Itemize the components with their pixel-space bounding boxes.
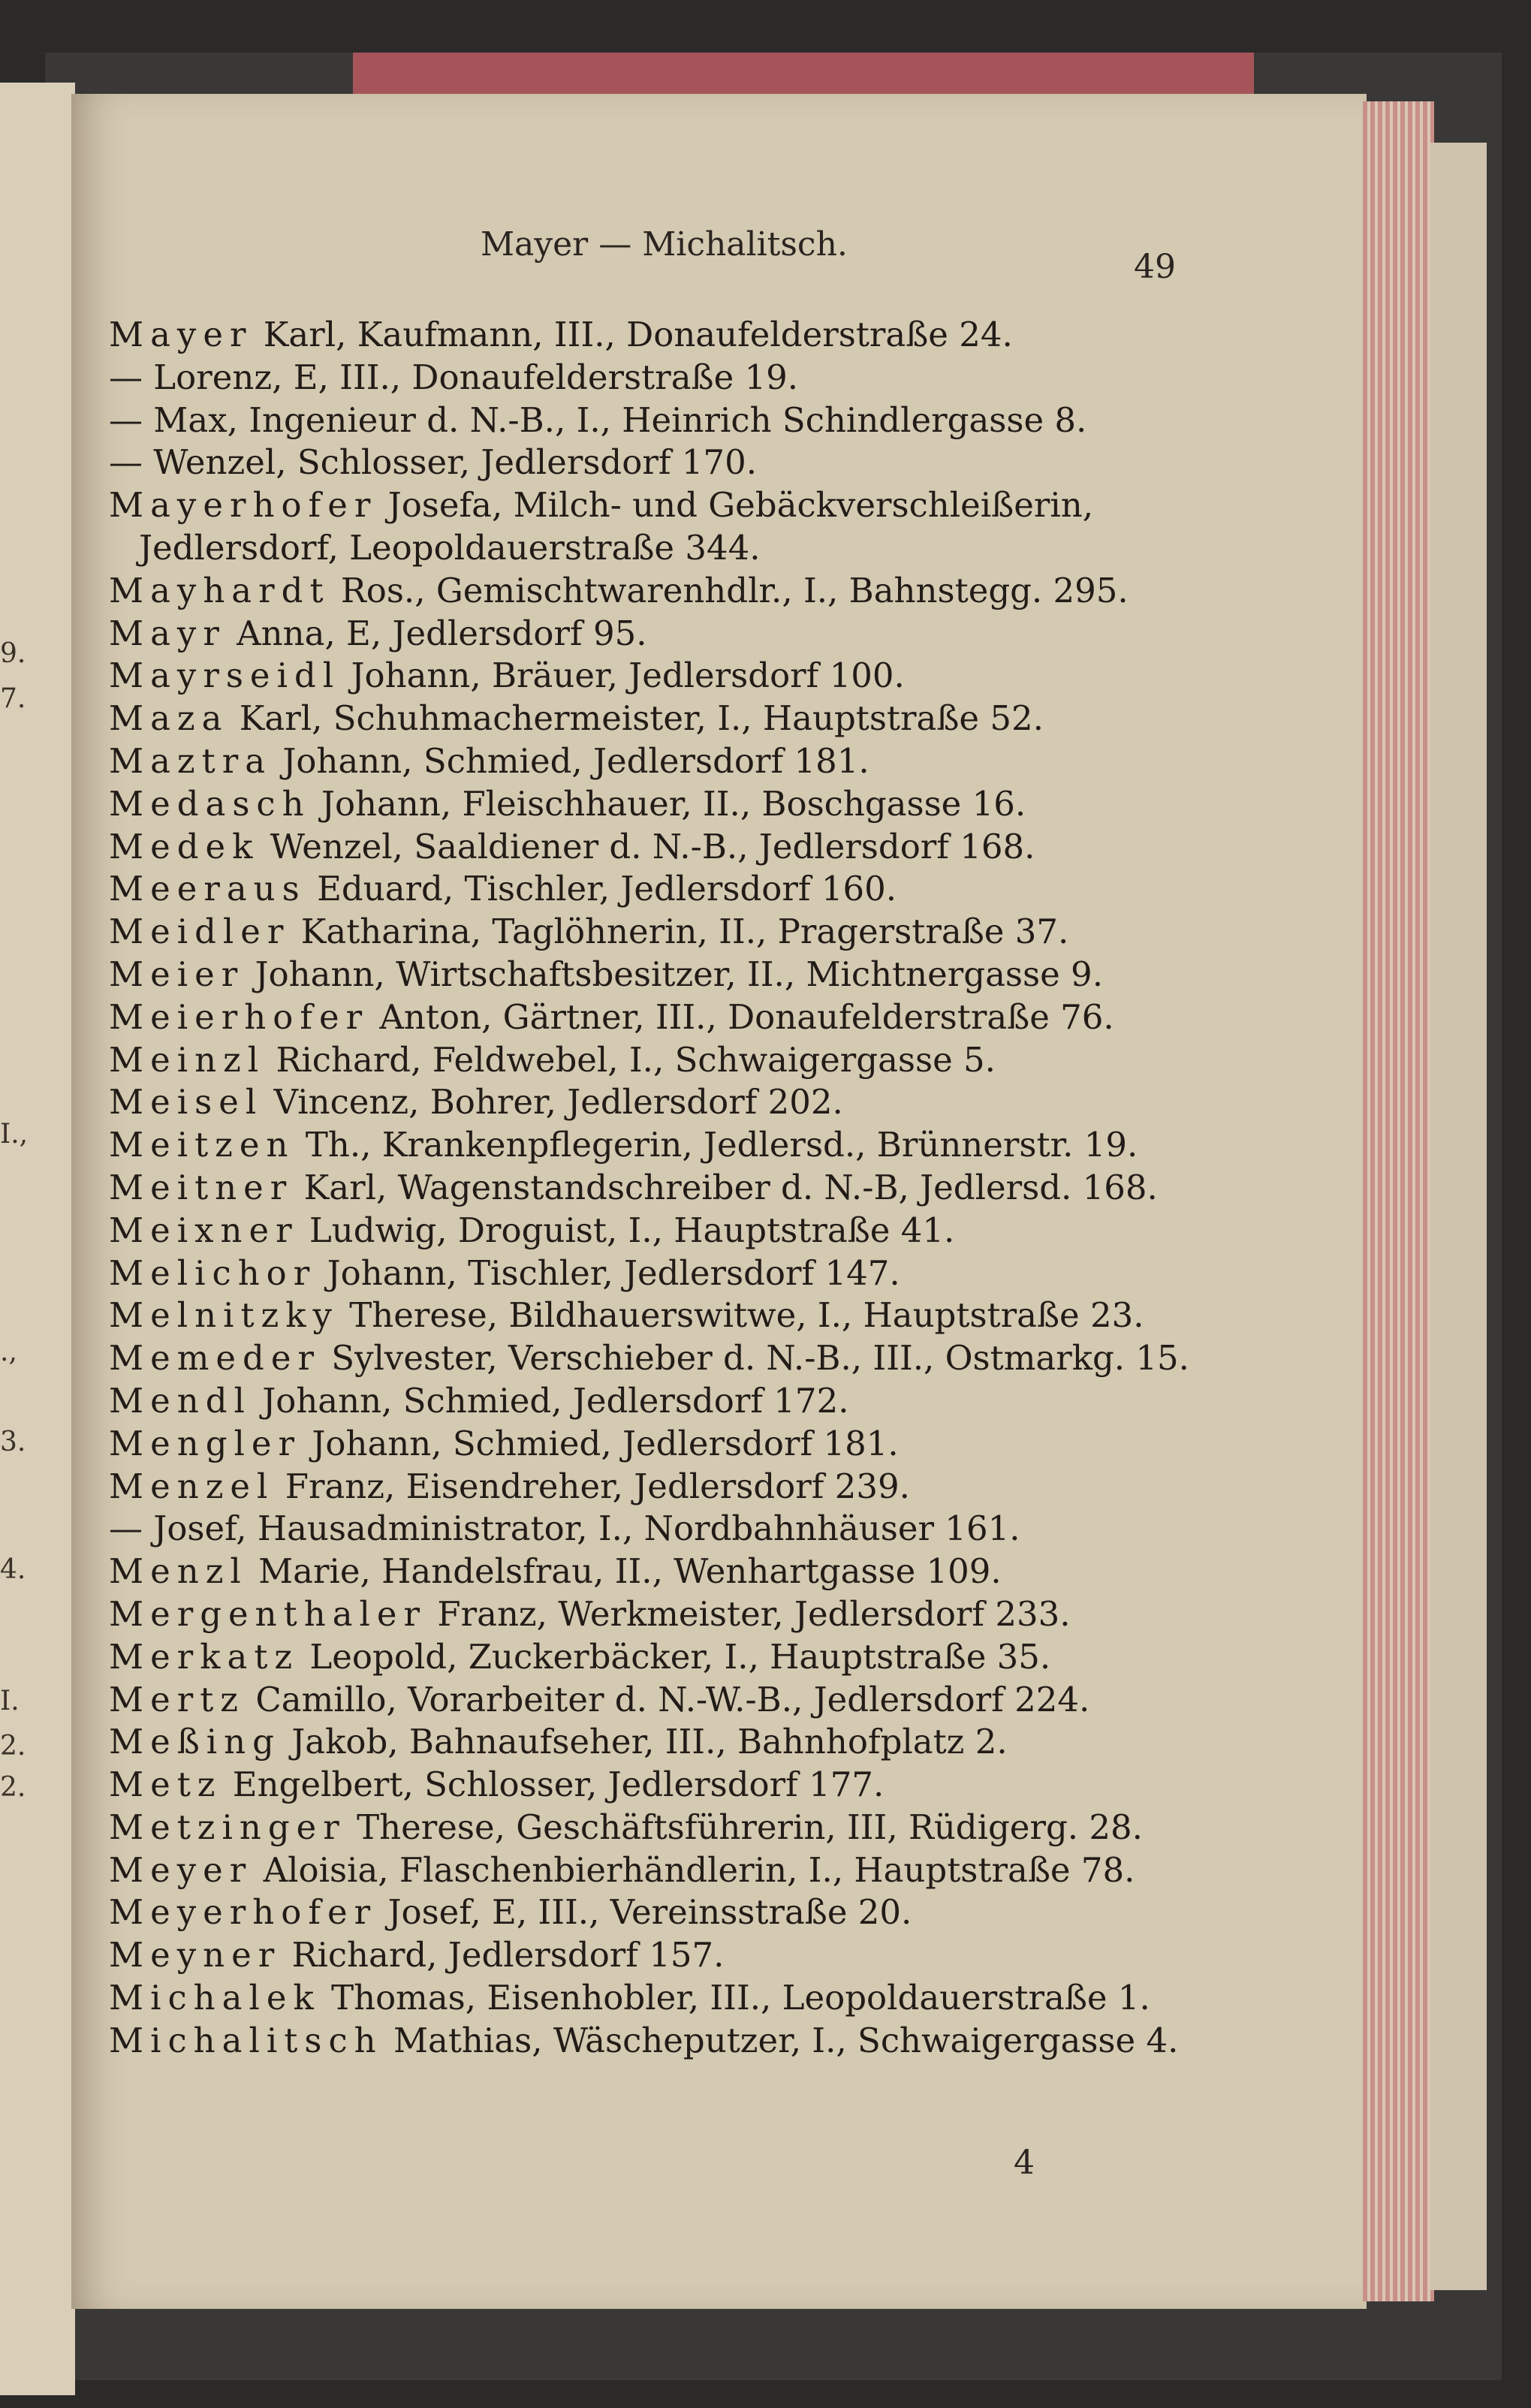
entry-surname: Meierhofer [109, 996, 369, 1037]
entry-surname: Mayr [109, 613, 226, 653]
directory-entry [109, 1807, 1175, 1849]
directory-entry [109, 613, 1175, 655]
entry-surname: Meyer [109, 1849, 253, 1890]
entry-surname: Merkatz [109, 1636, 300, 1677]
entry-surname: Mayhardt [109, 570, 330, 610]
entry-details: Anton, Gärtner, III., Donaufelderstraße 76. [369, 996, 1114, 1037]
left-page-text: I. [0, 1686, 20, 1716]
entry-surname: Medek [109, 826, 260, 866]
entry-details: Johann, Bräuer, Jedlersdorf 100. [340, 655, 905, 696]
entry-surname: Meßing [109, 1722, 281, 1762]
entry-surname: Mayerhofer [109, 485, 378, 526]
signature-mark: 4 [1014, 2144, 1035, 2182]
directory-entry [109, 484, 1175, 527]
entry-details: Ros., Gemischtwarenhdlr., I., Bahnstegg. 295. [330, 570, 1129, 610]
left-page-text: 2. [0, 1772, 26, 1803]
entry-surname: Meeraus [109, 869, 306, 909]
directory-entry [109, 1466, 1175, 1508]
entry-surname: Mertz [109, 1679, 246, 1719]
entry-surname: Menzel [109, 1466, 275, 1506]
entry-details: Mathias, Wäscheputzer, I., Schwaigergasse 4. [382, 2020, 1179, 2060]
entry-surname: Meyner [109, 1935, 282, 1976]
directory-entry [109, 1551, 1175, 1593]
directory-entry [109, 1764, 1175, 1807]
entry-details: Karl, Schuhmachermeister, I., Hauptstraße 52. [228, 698, 1044, 739]
entry-details: Katharina, Taglöhnerin, II., Pragerstraße 37. [290, 912, 1069, 952]
entry-details: Aloisia, Flaschenbierhändlerin, I., Hauptstraße 78. [252, 1849, 1135, 1890]
entry-surname: Meisel [109, 1082, 264, 1123]
entry-details: Thomas, Eisenhobler, III., Leopoldauerstraße 1. [320, 1978, 1150, 2018]
entry-surname: Meinzl [109, 1039, 266, 1080]
entry-details: Johann, Schmied, Jedlersdorf 172. [251, 1380, 849, 1421]
entry-surname: Medasch [109, 783, 311, 824]
left-page-text: 3. [0, 1427, 26, 1457]
directory-entry [109, 357, 1175, 399]
entry-surname: Meixner [109, 1210, 299, 1250]
entry-surname: Meidler [109, 912, 291, 952]
directory-entry [109, 1337, 1189, 1380]
left-page-text: 4. [0, 1554, 26, 1585]
directory-entry [109, 570, 1175, 613]
page-number: 49 [1134, 248, 1176, 286]
entry-surname: Menzl [109, 1551, 248, 1592]
entry-details: Richard, Feldwebel, I., Schwaigergasse 5. [265, 1039, 996, 1080]
directory-entry [109, 2020, 1179, 2063]
entry-details: Th., Krankenpflegerin, Jedlersd., Brünnerstr. 19. [294, 1125, 1138, 1165]
entry-details: Ludwig, Droguist, I., Hauptstraße 41. [298, 1210, 955, 1250]
entry-details: — Josef, Hausadministrator, I., Nordbahnhäuser 161. [109, 1508, 1020, 1549]
directory-entries [109, 314, 1189, 2063]
directory-entry [109, 1849, 1175, 1892]
directory-entry [109, 1423, 1175, 1466]
directory-entry [109, 1977, 1175, 2020]
directory-entry [109, 1934, 1175, 1977]
entry-details: Franz, Eisendreher, Jedlersdorf 239. [274, 1466, 910, 1506]
entry-surname: Michalek [109, 1978, 321, 2018]
directory-entry [109, 527, 1175, 570]
directory-entry [109, 1294, 1175, 1337]
directory-entry [109, 1508, 1175, 1551]
directory-entry [109, 911, 1175, 954]
directory-entry [109, 868, 1175, 911]
directory-entry [109, 954, 1175, 996]
entry-details: Karl, Kaufmann, III., Donaufelderstraße 24. [252, 315, 1013, 354]
left-page-text: ., [0, 1337, 17, 1367]
entry-details: — Max, Ingenieur d. N.-B., I., Heinrich Schindlergasse 8. [109, 399, 1087, 440]
left-page-text: I., [0, 1119, 29, 1150]
entry-details: Therese, Bildhauerswitwe, I., Hauptstraße 23. [338, 1295, 1144, 1336]
left-page-text: 7. [0, 683, 26, 714]
directory-entry [109, 1124, 1175, 1167]
entry-details: Johann, Schmied, Jedlersdorf 181. [272, 740, 869, 781]
entry-surname: Maza [109, 698, 229, 739]
entry-details: Anna, E, Jedlersdorf 95. [225, 613, 647, 653]
entry-surname: Meitzen [109, 1125, 295, 1165]
page-edges [1363, 101, 1434, 2301]
entry-details: Eduard, Tischler, Jedlersdorf 160. [306, 869, 897, 909]
page-edges-outer [1430, 143, 1487, 2290]
entry-details: Sylvester, Verschieber d. N.-B., III., Ostmarkg. 15. [320, 1338, 1189, 1379]
entry-details: Josef, E, III., Vereinsstraße 20. [377, 1892, 912, 1933]
entry-surname: Memeder [109, 1338, 321, 1379]
entry-details: Engelbert, Schlosser, Jedlersdorf 177. [222, 1765, 885, 1805]
entry-surname: Metz [109, 1765, 222, 1805]
entry-details: Johann, Wirtschaftsbesitzer, II., Michtnergasse 9. [244, 954, 1103, 994]
entry-surname: Melnitzky [109, 1295, 339, 1336]
entry-surname: Mergenthaler [109, 1593, 427, 1634]
left-page-text: 9. [0, 638, 26, 669]
directory-entry [109, 1679, 1175, 1722]
directory-entry [109, 1593, 1175, 1636]
entry-details: Karl, Wagenstandschreiber d. N.-B, Jedlersd. 168. [293, 1167, 1158, 1207]
directory-entry [109, 996, 1175, 1039]
directory-entry [109, 698, 1175, 740]
directory-entry [109, 1636, 1175, 1679]
directory-entry [109, 1081, 1175, 1124]
entry-details: Richard, Jedlersdorf 157. [281, 1935, 725, 1976]
directory-entry [109, 1167, 1175, 1210]
entry-details: Therese, Geschäftsführerin, III, Rüdigerg. 28. [345, 1807, 1143, 1847]
entry-details: Jedlersdorf, Leopoldauerstraße 344. [139, 527, 761, 568]
entry-details: Johann, Fleischhauer, II., Boschgasse 16. [310, 783, 1026, 824]
entry-surname: Michalitsch [109, 2020, 383, 2060]
entry-surname: Metzinger [109, 1807, 346, 1847]
left-page-fragment [0, 83, 75, 2395]
entry-details: Wenzel, Saaldiener d. N.-B., Jedlersdorf 168. [259, 826, 1035, 866]
directory-entry [109, 1210, 1175, 1252]
directory-entry [109, 1721, 1175, 1764]
left-page-text: 2. [0, 1731, 26, 1762]
entry-details: — Lorenz, E, III., Donaufelderstraße 19. [109, 357, 799, 397]
entry-details: Josefa, Milch- und Gebäckverschleißerin, [377, 485, 1094, 526]
entry-surname: Maztra [109, 740, 273, 781]
entry-surname: Meitner [109, 1167, 294, 1207]
directory-entry [109, 314, 1175, 357]
entry-surname: Mengler [109, 1423, 302, 1463]
entry-details: Vincenz, Bohrer, Jedlersdorf 202. [263, 1082, 843, 1123]
entry-surname: Meier [109, 954, 245, 994]
entry-surname: Mendl [109, 1380, 252, 1421]
directory-entry [109, 399, 1175, 442]
entry-details: Johann, Tischler, Jedlersdorf 147. [316, 1252, 900, 1293]
entry-details: Camillo, Vorarbeiter d. N.-W.-B., Jedlersdorf 224. [245, 1679, 1090, 1719]
entry-details: Leopold, Zuckerbäcker, I., Hauptstraße 35. [299, 1636, 1051, 1677]
directory-entry [109, 1039, 1175, 1082]
entry-details: Jakob, Bahnaufseher, III., Bahnhofplatz 2. [280, 1722, 1008, 1762]
entry-surname: Melichor [109, 1252, 317, 1293]
entry-details: Franz, Werkmeister, Jedlersdorf 233. [426, 1593, 1071, 1634]
directory-entry [109, 655, 1175, 698]
entry-details: Johann, Schmied, Jedlersdorf 181. [301, 1423, 899, 1463]
directory-entry [109, 1252, 1175, 1295]
directory-entry [109, 1380, 1175, 1423]
directory-entry [109, 826, 1175, 869]
entry-details: — Wenzel, Schlosser, Jedlersdorf 170. [109, 442, 757, 483]
directory-entry [109, 1891, 1175, 1934]
entry-surname: Mayer [109, 315, 253, 354]
directory-entry [109, 442, 1175, 484]
directory-entry [109, 740, 1175, 783]
entry-surname: Meyerhofer [109, 1892, 378, 1933]
entry-surname: Mayrseidl [109, 655, 341, 696]
entry-details: Marie, Handelsfrau, II., Wenhartgasse 109. [247, 1551, 1002, 1592]
running-title: Mayer — Michalitsch. [481, 225, 848, 264]
directory-entry [109, 783, 1175, 826]
